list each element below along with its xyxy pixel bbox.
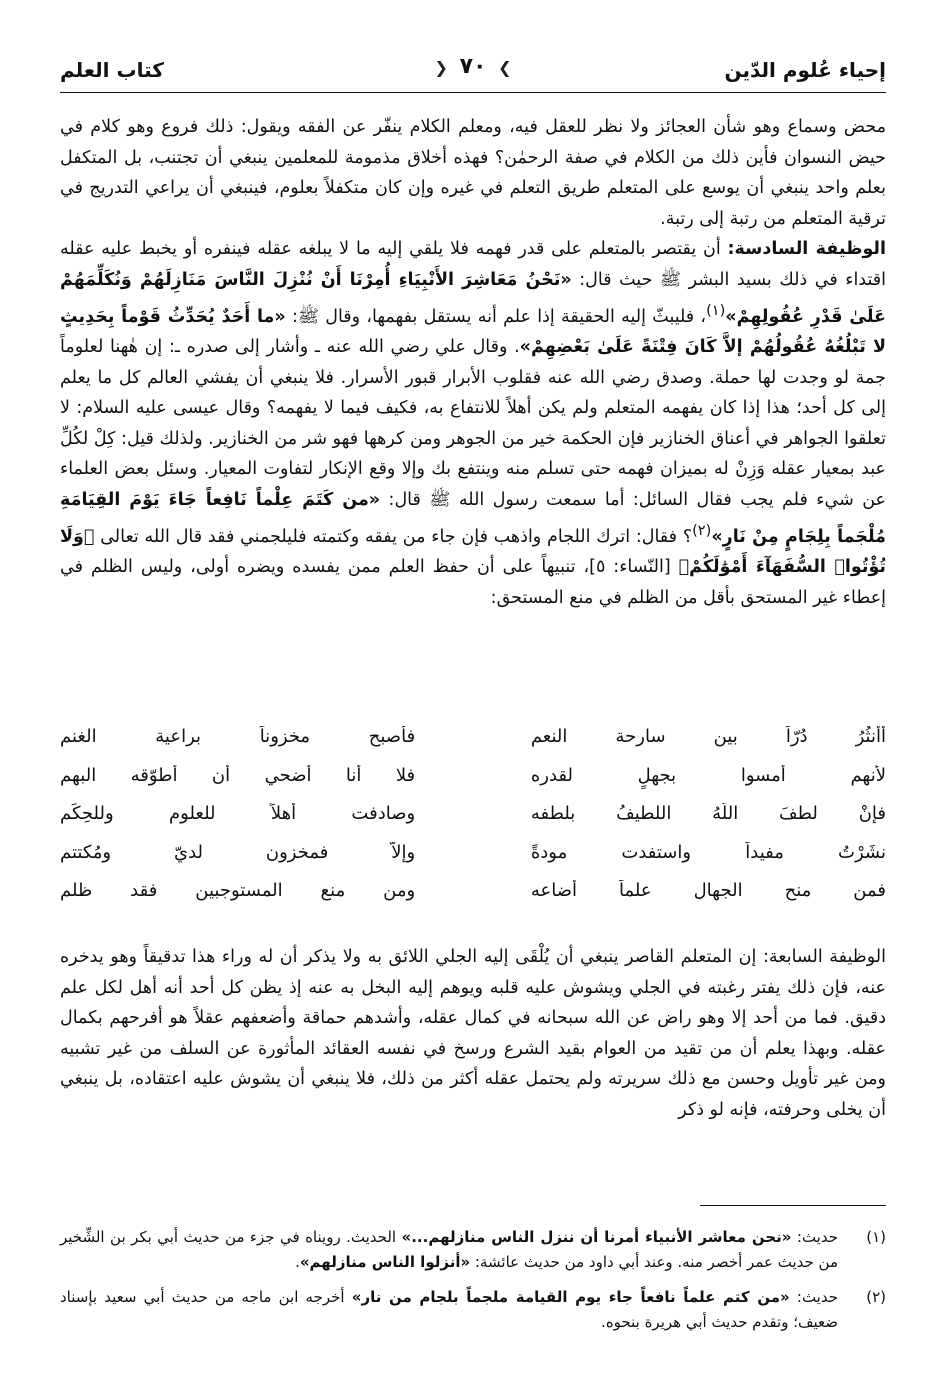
section-text: ؟ فقال: اترك اللجام واذهب فإن جاء من يفقه وكتمته فليلجمني فقد قال الله تعالى bbox=[94, 526, 693, 547]
ornament-right-icon: ❯ bbox=[498, 58, 512, 77]
footnote-pre: حديث: bbox=[791, 1228, 838, 1246]
footnote-ref[interactable]: (١) bbox=[706, 301, 726, 319]
section-heading: الوظيفة السادسة: bbox=[727, 239, 887, 260]
poem-verse bbox=[60, 880, 886, 919]
section-seven bbox=[60, 942, 886, 1126]
poem-verse bbox=[60, 726, 886, 765]
footnote-number: (١) bbox=[866, 1228, 886, 1246]
footnote-text bbox=[60, 1285, 838, 1335]
section-text: . وقال علي رضي الله عنه ـ وأشار إلى صدره ـ: إن هٰهنا لعلوماً جمة لو وجدت لها حملة. وصدق رضي الله عنه فقلوب الأبرار قبور الأسرار. فلا ينبغي أن يفشي العالم كل ما يعلم إلى كل أحد؛ هذا إذا كان يفهمه المتعلم ولم يكن أهلاً للانتفاع به، فكيف فيما لا يفهمه؟ وقال عيسى عليه السلام: لا تعلقوا الجواهر في أعناق الخنازير فإن الحكمة خير من الجوهر ومن كرهها فهو شر من الخنازير. ولذلك قيل: كِلْ لكُلِّ عبد بمعيار عقله وَزِنْ له بميزان فهمه حتى تسلم منه وينتفع بك وإلا وقع الإنكار لتفاوت المعيار. وسئل بعض العلماء عن شيء فلم يجب فقال السائل: أما سمعت رسول الله ﷺ قال: bbox=[60, 336, 886, 510]
page-number: ٧٠ bbox=[459, 54, 487, 79]
footnote-quote: «أنزلوا الناس منازلهم» bbox=[299, 1253, 471, 1271]
hemistich-right: أأنثُرُ دُرّاً بين سارحة النعم bbox=[530, 726, 886, 747]
footnote-quote: «من كتم علماً نافعاً جاء يوم القيامة ملجماً بلجام من نار» bbox=[351, 1288, 790, 1306]
footnote-mid: الحديث. رويناه في جزء من حديث أبي بكر بن الشِّخير من حديث عمر أخصر منه. وعند أبي داود من حديث عائشة: bbox=[60, 1228, 838, 1271]
section-text: أن يقتصر بالمتعلم على قدر فهمه فلا يلقي إليه ما لا يبلغه عقله فينفره أو يخبط عليه عقله اقتداء في ذلك بسيد البشر ﷺ حيث قال: bbox=[60, 239, 886, 290]
section-six bbox=[60, 234, 886, 613]
hemistich-left: فأصبح مخزوناً براعية الغنم bbox=[60, 726, 416, 747]
footnote-quote: «نحن معاشر الأنبياء أمرنا أن ننزل الناس منازلهم...» bbox=[401, 1228, 792, 1246]
footnote-ref[interactable]: (٢) bbox=[692, 521, 712, 539]
book-title: إحياء عُلوم الدّين bbox=[724, 58, 886, 82]
hemistich-right: لأنهم أمسوا بجهلٍ لقدره bbox=[530, 764, 886, 786]
poem-verse bbox=[60, 803, 886, 842]
page-number-box bbox=[430, 54, 515, 79]
running-header bbox=[60, 52, 886, 96]
main-text bbox=[60, 112, 886, 613]
hemistich-left: ومن منع المستوجبين فقد ظلم bbox=[60, 880, 416, 902]
poem bbox=[60, 726, 886, 926]
footnote-pre: حديث: bbox=[789, 1288, 838, 1306]
paragraph: محض وسماع وهو شأن العجائز ولا نظر للعقل فيه، ومعلم الكلام ينفّر عن الفقه ويقول: ذلك فروع وهو كلام في حيض النسوان فأين ذلك من الكلام في صفة الرحمٰن؟ فهذه أخلاق مذمومة للمعلمين ينبغي أن تجتنب، بل المتكفل بعلم واحد ينبغي أن يوسع على المتعلم طريق التعلم في غيره وإن كان متكفلاً بعلوم، فينبغي أن يراعي التدريج في ترقية المتعلم من رتبة إلى رتبة. bbox=[60, 117, 886, 229]
footnote bbox=[60, 1285, 886, 1335]
footnote-post: . bbox=[295, 1253, 300, 1271]
section-text: ، فليبثّ إليه الحقيقة إذا علم أنه يستقل بفهمها، وقال ﷺ: bbox=[285, 306, 707, 327]
footnote-separator bbox=[700, 1205, 886, 1206]
section-text: ، تنبيهاً على أن حفظ العلم ممن يفسده ويضره أولى، وليس الظلم في إعطاء غير المستحق بأقل من الظلم في منع المستحق: bbox=[60, 556, 886, 608]
hemistich-left: وإلاّ فمخزون لديّ ومُكتتم bbox=[60, 841, 416, 863]
quran-quote: ﴿وَلَا تُؤْتُوا۟ السُّفَهَآءَ أَمْوَٰلَكُمْ﴾ bbox=[60, 526, 886, 577]
quran-reference: [النّساء: ٥] bbox=[589, 556, 679, 577]
footnote bbox=[60, 1225, 886, 1275]
hemistich-right: نشَرْتُ مفيداً واستفدت مودةً bbox=[530, 841, 886, 863]
hemistich-left: فلا أنا أضحي أن أطوّقه البهم bbox=[60, 764, 416, 786]
footnote-number: (٢) bbox=[866, 1288, 886, 1306]
section-heading: الوظيفة السابعة: bbox=[762, 947, 886, 967]
main-text-continued bbox=[60, 942, 886, 1126]
hemistich-right: فمن منح الجهال علماً أضاعه bbox=[530, 880, 886, 902]
chapter-title: كتاب العلم bbox=[60, 58, 164, 82]
hemistich-left: وصادفت أهلاً للعلوم وللحِكَم bbox=[60, 803, 416, 825]
footnotes bbox=[60, 1225, 886, 1345]
section-text: إن المتعلم القاصر ينبغي أن يُلْقَى إليه الجلي اللائق به ولا يذكر أن له وراء هذا تدقيقاً وهو يدخره عنه، فإن ذلك يفتر رغبته في الجلي ويشوش عليه قلبه ويوهم إليه البخل به عنه إذ يظن كل أحد أنه أهل لكل علم دقيق. فما من أحد إلا وهو راض عن الله سبحانه في كمال عقله، وأشدهم حماقة وأضعفهم عقلاً هو أفرحهم بكمال عقله. وبهذا يعلم أن من تقيد من العوام بقيد الشرع ورسخ في نفسه العقائد المأثورة عن السلف من غير تشبيه ومن غير تأويل وحسن مع ذلك سريرته ولم يحتمل عقله أكثر من ذلك، فلا ينبغي أن يشوش عليه اعتقاده، بل ينبغي أن يخلى وحرفته، فإنه لو ذكر bbox=[60, 947, 886, 1120]
footnote-mid: أخرجه ابن ماجه من حديث أبي سعيد بإسناد ضعيف؛ وتقدم حديث أبي هريرة بنحوه. bbox=[60, 1288, 838, 1331]
header-rule bbox=[60, 92, 886, 93]
hadith-quote: «نَحْنُ مَعَاشِرَ الأَنْبِيَاءِ أُمِرْنَا أَنْ نُنْزِلَ النَّاسَ مَنَازِلَهُمْ وَنُكَلِّمَهُمْ عَلَىٰ قَدْرِ عُقُولِهِمْ» bbox=[60, 269, 886, 327]
poem-verse bbox=[60, 765, 886, 804]
hadith-quote: «من كَتَمَ عِلْماً نَافِعاً جَاءَ يَوْمَ القِيَامَةِ مُلْجَماً بِلِجَامٍ مِنْ نَارٍ» bbox=[60, 489, 886, 547]
hemistich-right: فإنْ لطفَ اللّهُ اللطيفُ بلطفه bbox=[530, 803, 886, 825]
ornament-left-icon: ❮ bbox=[434, 58, 448, 77]
poem-verse bbox=[60, 842, 886, 881]
footnote-text bbox=[60, 1225, 838, 1275]
hadith-quote: «ما أَحَدٌ يُحَدِّثُ قَوْماً بِحَدِيثٍ لا تَبْلُغُهُ عُقُولُهُمْ إلاَّ كَانَ فِتْنَةً عَلَىٰ بَعْضِهِمْ» bbox=[60, 306, 886, 357]
